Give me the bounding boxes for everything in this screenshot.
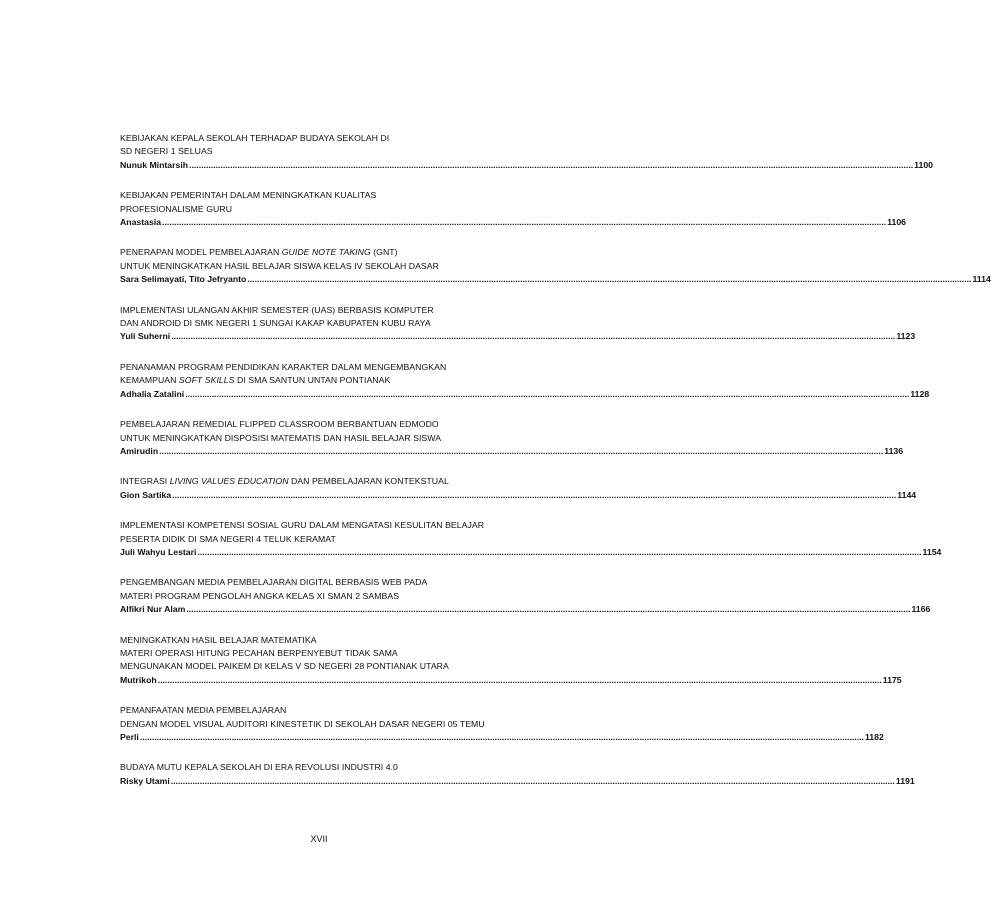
toc-entry (120, 704, 884, 744)
page-reference: 1191 (895, 775, 915, 786)
dot-leader: ............................................................................................................................................................................................................................................................................................................ (247, 274, 972, 285)
dot-leader: ............................................................................................................................................................................................................................................................................................................ (159, 445, 884, 456)
title-segment: BUDAYA MUTU KEPALA SEKOLAH DI ERA REVOLUSI INDUSTRI 4.0 (120, 762, 398, 773)
author-name: Nunuk Mintarsih (120, 159, 189, 170)
author-name: Risky Utami (120, 775, 170, 786)
page-reference: 1123 (896, 331, 916, 342)
title-segment: KEMAMPUAN (120, 375, 179, 386)
title-segment: MENINGKATKAN HASIL BELAJAR MATEMATIKA (120, 634, 317, 645)
entry-title-line (120, 660, 533, 673)
toc-entry (120, 519, 942, 559)
entry-title-line (120, 533, 533, 546)
entry-title-line (120, 145, 533, 158)
title-segment: SD NEGERI 1 SELUAS (120, 146, 213, 157)
author-name: Gion Sartika (120, 489, 172, 500)
title-segment: DI SMA SANTUN UNTAN PONTIANAK (234, 375, 391, 386)
table-of-contents (120, 132, 991, 805)
toc-entry (120, 132, 934, 172)
dot-leader: ............................................................................................................................................................................................................................................................................................................ (139, 732, 864, 742)
entry-title-line (120, 590, 533, 603)
entry-title-line (120, 189, 533, 202)
entry-author-line (120, 330, 916, 343)
title-segment: UNTUK MENINGKATKAN DISPOSISI MATEMATIS DAN HASIL BELAJAR SISWA (120, 432, 442, 443)
entry-author-line (120, 216, 907, 229)
entry-author-line (120, 674, 902, 687)
page-reference: 1100 (914, 159, 934, 170)
entry-author-line (120, 445, 904, 458)
dot-leader: ............................................................................................................................................................................................................................................................................................................ (172, 489, 897, 500)
italic-title-segment: SOFT SKILLS (178, 375, 235, 386)
entry-title-line (120, 634, 533, 647)
page-reference: 1175 (882, 674, 902, 685)
toc-entry (120, 761, 915, 788)
toc-entry (120, 576, 931, 616)
title-segment: KEBIJAKAN KEPALA SEKOLAH TERHADAP BUDAYA SEKOLAH DI (120, 133, 390, 143)
author-name: Adhalia Zatalini (120, 388, 185, 399)
title-segment: IMPLEMENTASI ULANGAN AKHIR SEMESTER (UAS) BERBASIS KOMPUTER (120, 304, 434, 315)
title-segment: KEBIJAKAN PEMERINTAH DALAM MENINGKATKAN KUALITAS (120, 190, 377, 201)
toc-entry (120, 418, 904, 458)
entry-author-line (120, 546, 942, 559)
entry-author-line (120, 159, 934, 172)
dot-leader: ............................................................................................................................................................................................................................................................................................................ (170, 775, 895, 786)
entry-title-line (120, 647, 533, 660)
entry-title-line (120, 304, 533, 317)
entry-title-line (120, 704, 533, 717)
entry-title-line (120, 203, 533, 216)
entry-title-line (120, 374, 533, 387)
page-reference: 1154 (922, 546, 942, 557)
title-segment: PROFESIONALISME GURU (120, 203, 233, 214)
page-reference: 1136 (884, 445, 904, 456)
dot-leader: ............................................................................................................................................................................................................................................................................................................ (171, 331, 896, 342)
entry-author-line (120, 731, 884, 744)
entry-author-line (120, 775, 915, 788)
title-segment: PENERAPAN MODEL PEMBELAJARAN (120, 247, 282, 258)
entry-title-line (120, 317, 533, 330)
entry-title-line (120, 519, 533, 532)
toc-entry (120, 475, 917, 502)
page-reference: 1106 (887, 217, 907, 228)
toc-entry (120, 634, 902, 688)
entry-title-line (120, 132, 533, 145)
author-name: Sara Selimayati, Tito Jefryanto (120, 274, 247, 285)
toc-entry (120, 246, 991, 286)
entry-author-line (120, 489, 917, 502)
title-segment: MATERI PROGRAM PENGOLAH ANGKA KELAS XI SMAN 2 SAMBAS (120, 590, 400, 601)
title-segment: PENANAMAN PROGRAM PENDIDIKAN KARAKTER DALAM MENGEMBANGKAN (120, 361, 447, 372)
dot-leader: ............................................................................................................................................................................................................................................................................................................ (189, 159, 914, 170)
entry-title-line (120, 361, 533, 374)
entry-title-line (120, 246, 533, 259)
author-name: Juli Wahyu Lestari (120, 546, 197, 557)
page-reference: 1128 (910, 388, 930, 399)
entry-title-line (120, 432, 533, 445)
page-number: XVII (310, 834, 328, 844)
dot-leader: ............................................................................................................................................................................................................................................................................................................ (157, 674, 882, 685)
entry-author-line (120, 603, 931, 616)
title-segment: DAN ANDROID DI SMK NEGERI 1 SUNGAI KAKAP KABUPATEN KUBU RAYA (120, 318, 431, 329)
toc-entry (120, 361, 930, 401)
toc-entry (120, 189, 907, 229)
title-segment: (GNT) (370, 247, 398, 258)
title-segment: MATERI OPERASI HITUNG PECAHAN BERPENYEBUT TIDAK SAMA (120, 647, 398, 658)
author-name: Amirudin (120, 445, 159, 456)
dot-leader: ............................................................................................................................................................................................................................................................................................................ (197, 546, 922, 557)
title-segment: PEMANFAATAN MEDIA PEMBELAJARAN (120, 705, 287, 716)
page-reference: 1166 (911, 604, 931, 615)
title-segment: PENGEMBANGAN MEDIA PEMBELAJARAN DIGITAL BERBASIS WEB PADA (120, 577, 428, 588)
title-segment: DENGAN MODEL VISUAL AUDITORI KINESTETIK DI SEKOLAH DASAR NEGERI 05 TEMU (120, 718, 485, 729)
author-name: Yuli Suherni (120, 331, 171, 342)
author-name: Anastasia (120, 217, 162, 228)
page-reference: 1144 (897, 489, 917, 500)
author-name: Alfikri Nur Alam (120, 604, 186, 615)
title-segment: MENGUNAKAN MODEL PAIKEM DI KELAS V SD NEGERI 28 PONTIANAK UTARA (120, 661, 449, 672)
entry-title-line (120, 761, 533, 774)
entry-title-line (120, 260, 533, 273)
dot-leader: ............................................................................................................................................................................................................................................................................................................ (186, 604, 911, 615)
italic-title-segment: GUIDE NOTE TAKING (281, 247, 371, 258)
title-segment: PEMBELAJARAN REMEDIAL FLIPPED CLASSROOM BERBANTUAN EDMODO (120, 419, 439, 430)
title-segment: DAN PEMBELAJARAN KONTEKSTUAL (288, 476, 449, 487)
entry-title-line (120, 576, 533, 589)
author-name: Perli (120, 732, 139, 742)
author-name: Mutrikoh (120, 674, 157, 685)
entry-title-line (120, 418, 533, 431)
title-segment: IMPLEMENTASI KOMPETENSI SOSIAL GURU DALAM MENGATASI KESULITAN BELAJAR (120, 520, 485, 531)
entry-author-line (120, 388, 930, 401)
toc-entry (120, 304, 916, 344)
title-segment: PESERTA DIDIK DI SMA NEGERI 4 TELUK KERAMAT (120, 533, 336, 544)
title-segment: INTEGRASI (120, 476, 170, 487)
italic-title-segment: LIVING VALUES EDUCATION (169, 476, 289, 487)
dot-leader: ............................................................................................................................................................................................................................................................................................................ (162, 217, 887, 228)
dot-leader: ............................................................................................................................................................................................................................................................................................................ (185, 388, 910, 399)
page-reference: 1114 (972, 274, 991, 285)
entry-title-line (120, 718, 533, 731)
page-reference: 1182 (864, 732, 884, 742)
entry-title-line (120, 475, 533, 488)
title-segment: UNTUK MENINGKATKAN HASIL BELAJAR SISWA KELAS IV SEKOLAH DASAR (120, 260, 439, 271)
entry-author-line (120, 273, 991, 286)
